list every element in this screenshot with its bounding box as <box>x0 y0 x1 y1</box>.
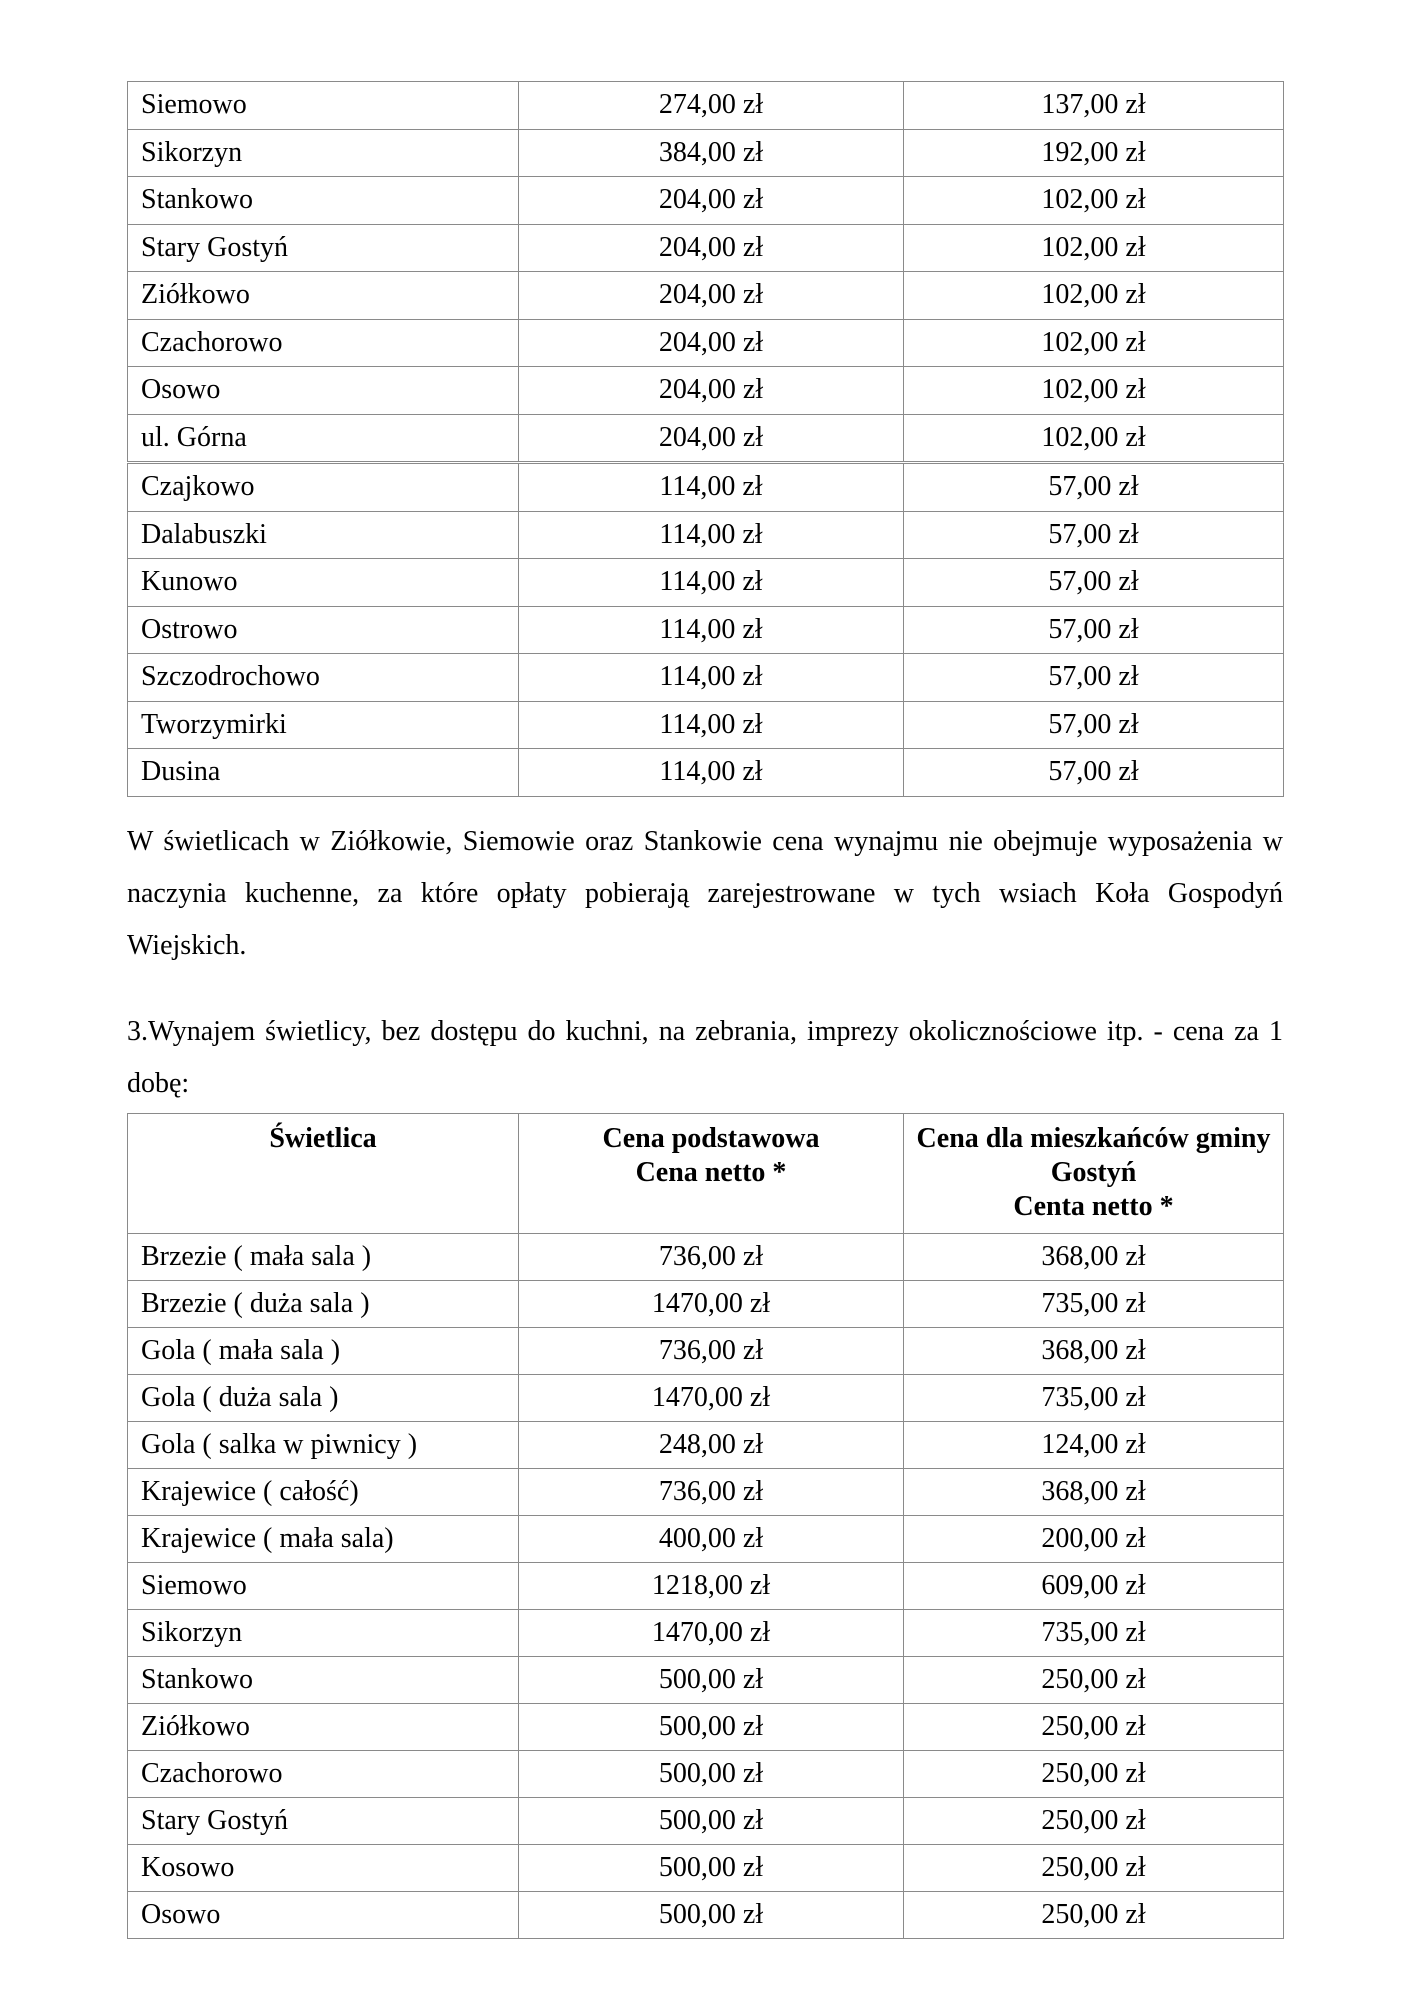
cell-cena-podstawowa: 114,00 zł <box>519 559 904 607</box>
table-row <box>128 177 1284 225</box>
cell-cena-podstawowa: 204,00 zł <box>519 367 904 415</box>
cell-cena-podstawowa: 736,00 zł <box>519 1469 904 1516</box>
table-row <box>128 1516 1284 1563</box>
cell-cena-podstawowa: 204,00 zł <box>519 272 904 320</box>
table-row <box>128 654 1284 702</box>
cell-cena-podstawowa: 384,00 zł <box>519 129 904 177</box>
cell-cena-mieszkancow: 250,00 zł <box>904 1704 1284 1751</box>
cell-cena-podstawowa: 114,00 zł <box>519 701 904 749</box>
table-row <box>128 1845 1284 1892</box>
cell-cena-mieszkancow: 200,00 zł <box>904 1516 1284 1563</box>
cell-cena-podstawowa: 1470,00 zł <box>519 1281 904 1328</box>
cell-cena-podstawowa: 1470,00 zł <box>519 1610 904 1657</box>
cell-cena-mieszkancow: 57,00 zł <box>904 606 1284 654</box>
cell-cena-podstawowa: 500,00 zł <box>519 1704 904 1751</box>
cell-cena-mieszkancow: 250,00 zł <box>904 1845 1284 1892</box>
table-row <box>128 1328 1284 1375</box>
table-row <box>128 701 1284 749</box>
cell-swietlica: Stary Gostyń <box>128 1798 519 1845</box>
cell-cena-mieszkancow: 192,00 zł <box>904 129 1284 177</box>
cell-cena-mieszkancow: 57,00 zł <box>904 559 1284 607</box>
cell-cena-mieszkancow: 124,00 zł <box>904 1422 1284 1469</box>
cell-cena-mieszkancow: 102,00 zł <box>904 272 1284 320</box>
cell-cena-mieszkancow: 102,00 zł <box>904 319 1284 367</box>
cell-cena-podstawowa: 500,00 zł <box>519 1657 904 1704</box>
cell-cena-mieszkancow: 250,00 zł <box>904 1798 1284 1845</box>
cell-swietlica: Gola ( salka w piwnicy ) <box>128 1422 519 1469</box>
table-row <box>128 1892 1284 1939</box>
cell-swietlica: Gola ( duża sala ) <box>128 1375 519 1422</box>
cell-swietlica: Sikorzyn <box>128 1610 519 1657</box>
table-row <box>128 1751 1284 1798</box>
cell-cena-mieszkancow: 57,00 zł <box>904 749 1284 797</box>
cell-swietlica: Stary Gostyń <box>128 224 519 272</box>
header-line: Centa netto * <box>1013 1191 1174 1222</box>
cell-swietlica: Osowo <box>128 1892 519 1939</box>
cell-cena-podstawowa: 500,00 zł <box>519 1845 904 1892</box>
cell-swietlica: Stankowo <box>128 177 519 225</box>
price-table-with-kitchen-continued <box>127 81 1284 797</box>
table-row <box>128 82 1284 130</box>
cell-cena-podstawowa: 1218,00 zł <box>519 1563 904 1610</box>
table-row <box>128 1610 1284 1657</box>
header-line: Gostyń <box>1050 1157 1137 1188</box>
cell-swietlica: Sikorzyn <box>128 129 519 177</box>
cell-swietlica: Brzezie ( duża sala ) <box>128 1281 519 1328</box>
cell-swietlica: Gola ( mała sala ) <box>128 1328 519 1375</box>
cell-cena-podstawowa: 736,00 zł <box>519 1328 904 1375</box>
header-row <box>128 1114 1284 1234</box>
cell-swietlica: Czajkowo <box>128 463 519 512</box>
table-row <box>128 749 1284 797</box>
cell-cena-mieszkancow: 609,00 zł <box>904 1563 1284 1610</box>
cell-swietlica: Dusina <box>128 749 519 797</box>
cell-cena-mieszkancow: 137,00 zł <box>904 82 1284 130</box>
table-row <box>128 367 1284 415</box>
cell-swietlica: Ziółkowo <box>128 1704 519 1751</box>
cell-cena-podstawowa: 500,00 zł <box>519 1751 904 1798</box>
cell-cena-podstawowa: 248,00 zł <box>519 1422 904 1469</box>
table-row <box>128 1798 1284 1845</box>
cell-swietlica: Siemowo <box>128 82 519 130</box>
table-row <box>128 463 1284 512</box>
rental-table-no-kitchen <box>127 1113 1284 1939</box>
header-line: Cena podstawowa <box>602 1123 820 1154</box>
table-row <box>128 606 1284 654</box>
table-row <box>128 1657 1284 1704</box>
rental-table-header <box>128 1114 1284 1234</box>
cell-cena-podstawowa: 114,00 zł <box>519 749 904 797</box>
cell-cena-podstawowa: 274,00 zł <box>519 82 904 130</box>
cell-swietlica: Czachorowo <box>128 319 519 367</box>
table-row <box>128 319 1284 367</box>
price-table-body <box>128 82 1284 797</box>
cell-cena-podstawowa: 736,00 zł <box>519 1234 904 1281</box>
cell-swietlica: Szczodrochowo <box>128 654 519 702</box>
table-row <box>128 1704 1284 1751</box>
header-cena-mieszkancow <box>904 1114 1284 1234</box>
table-row <box>128 414 1284 463</box>
header-line: Cena netto * <box>635 1157 787 1188</box>
cell-swietlica: Ziółkowo <box>128 272 519 320</box>
cell-cena-mieszkancow: 102,00 zł <box>904 224 1284 272</box>
table-row <box>128 1281 1284 1328</box>
cell-cena-mieszkancow: 250,00 zł <box>904 1892 1284 1939</box>
cell-cena-podstawowa: 114,00 zł <box>519 511 904 559</box>
cell-swietlica: Siemowo <box>128 1563 519 1610</box>
table-row <box>128 1422 1284 1469</box>
cell-cena-podstawowa: 204,00 zł <box>519 177 904 225</box>
cell-swietlica: Krajewice ( całość) <box>128 1469 519 1516</box>
cell-cena-mieszkancow: 102,00 zł <box>904 177 1284 225</box>
table-row <box>128 1234 1284 1281</box>
cell-cena-podstawowa: 114,00 zł <box>519 606 904 654</box>
cell-swietlica: Dalabuszki <box>128 511 519 559</box>
table-row <box>128 129 1284 177</box>
cell-cena-mieszkancow: 57,00 zł <box>904 654 1284 702</box>
header-swietlica <box>128 1114 519 1234</box>
cell-swietlica: Kunowo <box>128 559 519 607</box>
table-row <box>128 1375 1284 1422</box>
cell-cena-mieszkancow: 735,00 zł <box>904 1281 1284 1328</box>
cell-cena-mieszkancow: 368,00 zł <box>904 1234 1284 1281</box>
cell-cena-mieszkancow: 368,00 zł <box>904 1469 1284 1516</box>
cell-cena-podstawowa: 204,00 zł <box>519 414 904 463</box>
cell-cena-podstawowa: 204,00 zł <box>519 224 904 272</box>
cell-swietlica: Ostrowo <box>128 606 519 654</box>
section-3-intro: 3.Wynajem świetlicy, bez dostępu do kuchni, na zebrania, imprezy okolicznościowe itp. - cena za 1 dobę: <box>127 1016 1283 1099</box>
cell-cena-podstawowa: 204,00 zł <box>519 319 904 367</box>
cell-cena-mieszkancow: 57,00 zł <box>904 511 1284 559</box>
cell-swietlica: Kosowo <box>128 1845 519 1892</box>
cell-cena-mieszkancow: 102,00 zł <box>904 414 1284 463</box>
table-row <box>128 1469 1284 1516</box>
cell-cena-mieszkancow: 250,00 zł <box>904 1657 1284 1704</box>
table-row <box>128 224 1284 272</box>
cell-cena-mieszkancow: 368,00 zł <box>904 1328 1284 1375</box>
cell-cena-mieszkancow: 57,00 zł <box>904 463 1284 512</box>
table-row <box>128 511 1284 559</box>
cell-cena-mieszkancow: 735,00 zł <box>904 1610 1284 1657</box>
rental-table-body <box>128 1234 1284 1939</box>
cell-cena-podstawowa: 1470,00 zł <box>519 1375 904 1422</box>
cell-swietlica: Stankowo <box>128 1657 519 1704</box>
cell-cena-podstawowa: 114,00 zł <box>519 654 904 702</box>
cell-cena-podstawowa: 400,00 zł <box>519 1516 904 1563</box>
cell-swietlica: Krajewice ( mała sala) <box>128 1516 519 1563</box>
cell-swietlica: Brzezie ( mała sala ) <box>128 1234 519 1281</box>
table-row <box>128 272 1284 320</box>
header-line: Cena dla mieszkańców gminy <box>916 1123 1271 1154</box>
table-row <box>128 559 1284 607</box>
cell-cena-mieszkancow: 102,00 zł <box>904 367 1284 415</box>
cell-cena-podstawowa: 114,00 zł <box>519 463 904 512</box>
cell-cena-podstawowa: 500,00 zł <box>519 1892 904 1939</box>
note-paragraph: W świetlicach w Ziółkowie, Siemowie oraz Stankowie cena wynajmu nie obejmuje wyposażenia w naczynia kuchenne, za które opłaty pobierają zarejestrowane w tych wsiach Koła Gospodyń Wiejskich. <box>127 826 1283 961</box>
cell-cena-mieszkancow: 250,00 zł <box>904 1751 1284 1798</box>
cell-cena-mieszkancow: 57,00 zł <box>904 701 1284 749</box>
header-cena-podstawowa <box>519 1114 904 1234</box>
cell-cena-podstawowa: 500,00 zł <box>519 1798 904 1845</box>
table-row <box>128 1563 1284 1610</box>
cell-swietlica: Tworzymirki <box>128 701 519 749</box>
cell-swietlica: Czachorowo <box>128 1751 519 1798</box>
cell-cena-mieszkancow: 735,00 zł <box>904 1375 1284 1422</box>
cell-swietlica: Osowo <box>128 367 519 415</box>
header-swietlica-label: Świetlica <box>269 1123 377 1154</box>
cell-swietlica: ul. Górna <box>128 414 519 463</box>
